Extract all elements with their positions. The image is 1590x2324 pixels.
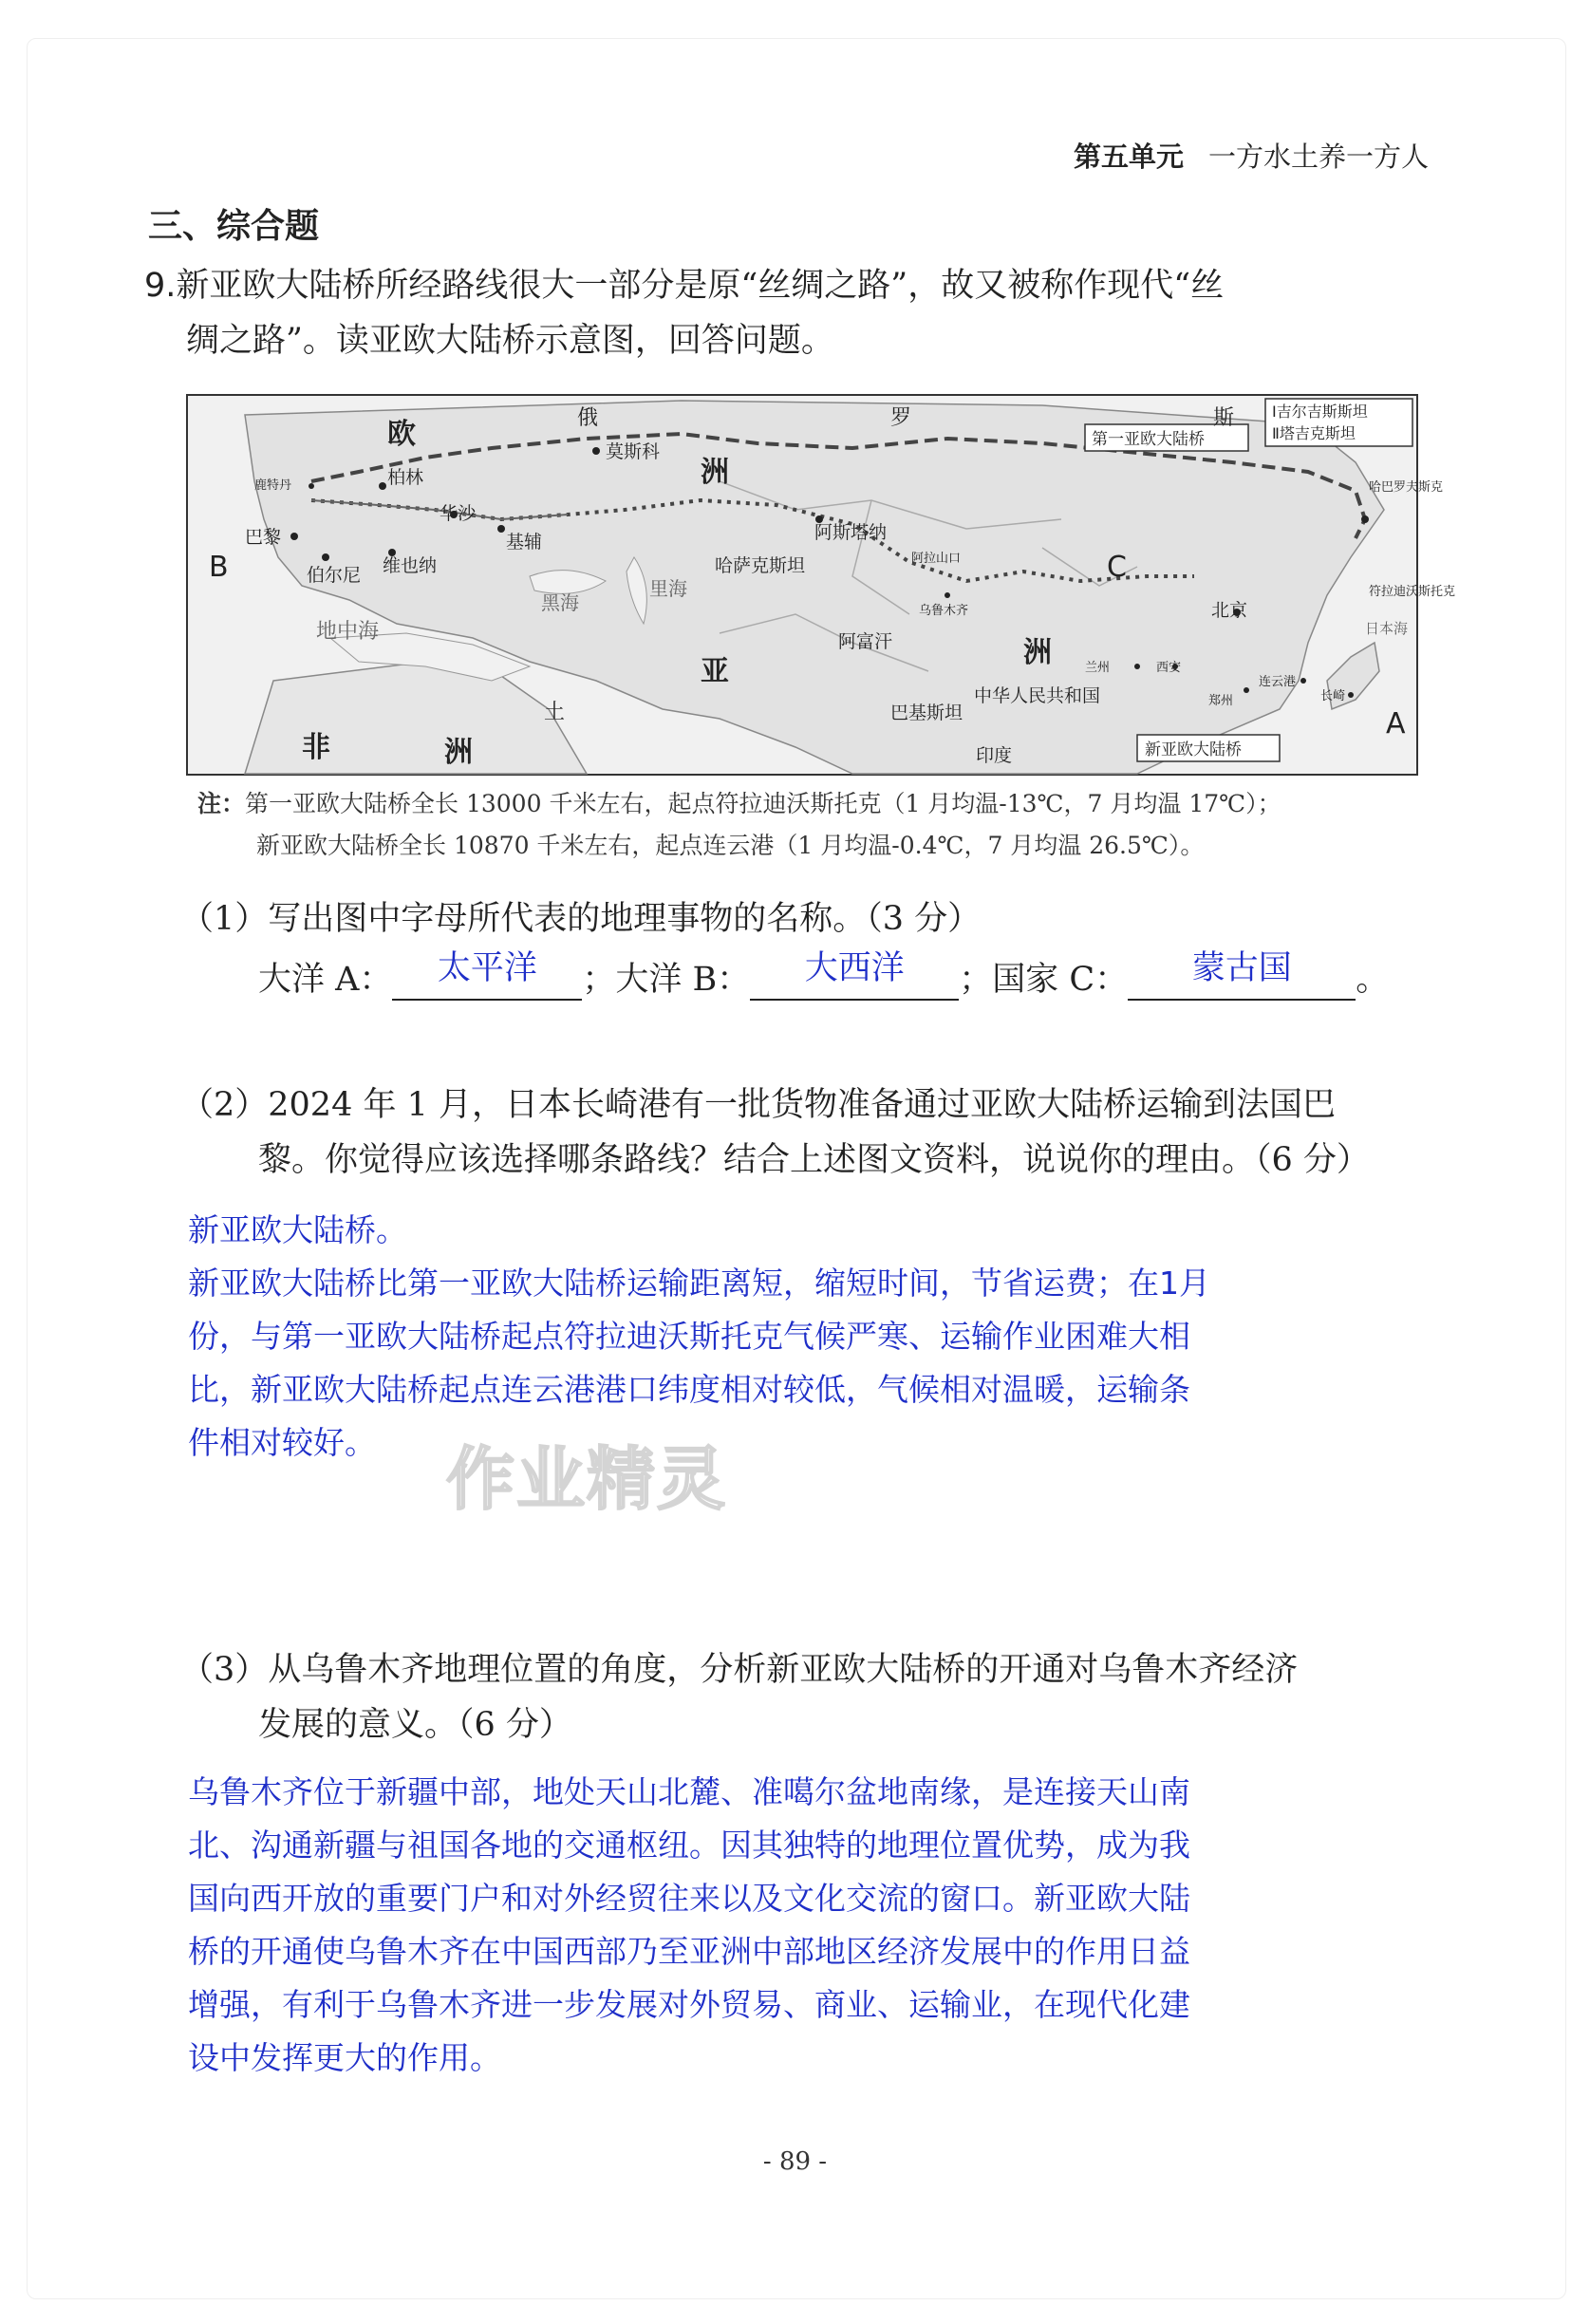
label-country-c: 国家 C： xyxy=(992,961,1129,999)
label-tu: 土 xyxy=(544,701,566,724)
city-rotterdam: 鹿特丹 xyxy=(254,478,292,493)
country-afghanistan: 阿富汗 xyxy=(838,631,893,652)
part2-answer xyxy=(188,1204,1441,1470)
city-xian: 西安 xyxy=(1156,661,1182,675)
letter-A: A xyxy=(1386,707,1406,740)
country-india: 印度 xyxy=(976,745,1013,766)
part2-prompt-line-1: （2）2024 年 1 月，日本长崎港有一批货物准备通过亚欧大陆桥运输到法国巴 xyxy=(180,1086,1336,1124)
city-kyiv: 基辅 xyxy=(506,532,543,553)
city-vladivostok: 符拉迪沃斯托克 xyxy=(1369,585,1456,599)
country-kazakhstan: 哈萨克斯坦 xyxy=(715,555,806,576)
country-pakistan: 巴基斯坦 xyxy=(890,703,963,723)
city-paris: 巴黎 xyxy=(245,527,282,548)
label-sea-japan: 日本海 xyxy=(1365,620,1409,637)
city-berlin: 柏林 xyxy=(387,467,424,488)
part3-answer xyxy=(188,1766,1441,2085)
label-caspian: 里海 xyxy=(649,577,687,600)
sep-2: ； xyxy=(959,961,993,999)
part1-answers-row xyxy=(258,949,1389,1001)
stem-line-2: 绸之路”。读亚欧大陆桥示意图，回答问题。 xyxy=(186,322,834,360)
map-note xyxy=(197,783,1431,867)
city-warsaw: 华沙 xyxy=(440,503,477,524)
label-russia-3: 斯 xyxy=(1213,406,1235,430)
city-nagasaki: 长崎 xyxy=(1320,689,1346,703)
eurasian-land-bridge-map xyxy=(186,394,1456,776)
part3-answer-line: 乌鲁木齐位于新疆中部，地处天山北麓、准噶尔盆地南缘，是连接天山南 xyxy=(188,1773,1190,1810)
part3-answer-line: 国向西开放的重要门户和对外经贸往来以及文化交流的窗口。新亚欧大陆 xyxy=(188,1880,1190,1917)
question-number: 9. xyxy=(144,267,177,305)
city-zhengzhou: 郑州 xyxy=(1208,694,1234,708)
city-urumqi: 乌鲁木齐 xyxy=(919,604,969,618)
note-line-2: 新亚欧大陆桥全长 10870 千米左右，起点连云港（1 月均温-0.4℃，7 月均温 26.5℃）。 xyxy=(256,832,1205,859)
city-alashankou: 阿拉山口 xyxy=(911,552,962,566)
label-europe-2: 洲 xyxy=(701,456,729,489)
letter-C: C xyxy=(1107,551,1127,584)
stem-line-1: 新亚欧大陆桥所经路线很大一部分是原“丝绸之路”，故又被称作现代“丝 xyxy=(176,267,1225,305)
part2-answer-line: 份，与第一亚欧大陆桥起点符拉迪沃斯托克气候严寒、运输作业困难大相 xyxy=(188,1318,1190,1355)
part2-prompt-line-2: 黎。你觉得应该选择哪条路线？结合上述图文资料，说说你的理由。（6 分） xyxy=(258,1141,1370,1179)
running-header xyxy=(1074,136,1429,175)
label-black-sea: 黑海 xyxy=(541,591,579,614)
country-china: 中华人民共和国 xyxy=(974,685,1101,706)
blank-country-c[interactable] xyxy=(1128,949,1356,1001)
note-label: 注： xyxy=(197,790,246,817)
label-asia-2: 洲 xyxy=(1023,636,1052,669)
legend-tajikistan: Ⅱ塔吉克斯坦 xyxy=(1272,424,1356,442)
part2-answer-line: 件相对较好。 xyxy=(188,1424,376,1461)
part2-answer-line: 比，新亚欧大陆桥起点连云港港口纬度相对较低，气候相对温暖，运输条 xyxy=(188,1371,1190,1408)
city-lanzhou: 兰州 xyxy=(1085,661,1111,675)
sep-1: ； xyxy=(582,961,616,999)
city-khabarovsk: 哈巴罗夫斯克 xyxy=(1369,480,1444,495)
label-russia-1: 俄 xyxy=(577,406,599,430)
section-title: 三、综合题 xyxy=(148,207,320,246)
part3-prompt-line-1: （3）从乌鲁木齐地理位置的角度，分析新亚欧大陆桥的开通对乌鲁木齐经济 xyxy=(180,1651,1299,1689)
city-moscow: 莫斯科 xyxy=(606,441,661,462)
question-9-stem xyxy=(144,258,1435,368)
blank-ocean-b[interactable] xyxy=(750,949,959,1001)
city-astana: 阿斯塔纳 xyxy=(814,522,888,543)
label-africa-2: 洲 xyxy=(444,736,473,769)
answer-ocean-b: 大西洋 xyxy=(804,949,905,987)
label-ocean-b: 大洋 B： xyxy=(615,961,751,999)
part3-prompt-line-2: 发展的意义。（6 分） xyxy=(258,1706,572,1744)
label-europe-1: 欧 xyxy=(387,418,416,451)
part2-answer-line: 新亚欧大陆桥。 xyxy=(188,1211,407,1248)
answer-ocean-a: 太平洋 xyxy=(437,949,537,987)
unit-title: 一方水土养一方人 xyxy=(1207,141,1429,173)
blank-ocean-a[interactable] xyxy=(392,949,582,1001)
part3-answer-line: 北、沟通新疆与祖国各地的交通枢纽。因其独特的地理位置优势，成为我 xyxy=(188,1827,1190,1864)
answer-country-c: 蒙古国 xyxy=(1191,949,1292,987)
label-russia-2: 罗 xyxy=(890,406,912,430)
part2-prompt xyxy=(180,1078,1452,1188)
label-med: 地中海 xyxy=(316,620,380,644)
legend-kyrgyzstan: Ⅰ吉尔吉斯斯坦 xyxy=(1272,403,1368,421)
unit-number: 第五单元 xyxy=(1073,141,1184,173)
part3-answer-line: 设中发挥更大的作用。 xyxy=(188,2039,501,2076)
label-asia-1: 亚 xyxy=(701,655,729,688)
letter-B: B xyxy=(209,551,229,584)
part2-answer-line: 新亚欧大陆桥比第一亚欧大陆桥运输距离短，缩短时间，节省运费；在1月 xyxy=(188,1265,1210,1302)
watermark: 作业精灵 xyxy=(446,1439,728,1519)
page-number: - 89 - xyxy=(762,2147,828,2176)
label-ocean-a: 大洋 A： xyxy=(258,961,393,999)
part3-answer-line: 桥的开通使乌鲁木齐在中国西部乃至亚洲中部地区经济发展中的作用日益 xyxy=(188,1933,1190,1970)
city-lianyungang: 连云港 xyxy=(1259,675,1297,689)
city-beijing: 北京 xyxy=(1211,600,1248,621)
map-svg xyxy=(188,396,1456,774)
part3-answer-line: 增强，有利于乌鲁木齐进一步发展对外贸易、商业、运输业，在现代化建 xyxy=(188,1986,1190,2023)
label-africa-1: 非 xyxy=(302,731,330,764)
city-bern: 伯尔尼 xyxy=(307,565,362,586)
part3-prompt xyxy=(180,1642,1452,1752)
part1-prompt: （1）写出图中字母所代表的地理事物的名称。（3 分） xyxy=(180,900,982,938)
new-bridge-label: 新亚欧大陆桥 xyxy=(1145,740,1242,759)
first-bridge-label: 第一亚欧大陆桥 xyxy=(1092,430,1205,449)
end-mark: 。 xyxy=(1356,961,1390,999)
note-line-1: 第一亚欧大陆桥全长 13000 千米左右，起点符拉迪沃斯托克（1 月均温-13℃，7 月均温 17℃）； xyxy=(245,790,1281,817)
city-vienna: 维也纳 xyxy=(383,555,438,576)
